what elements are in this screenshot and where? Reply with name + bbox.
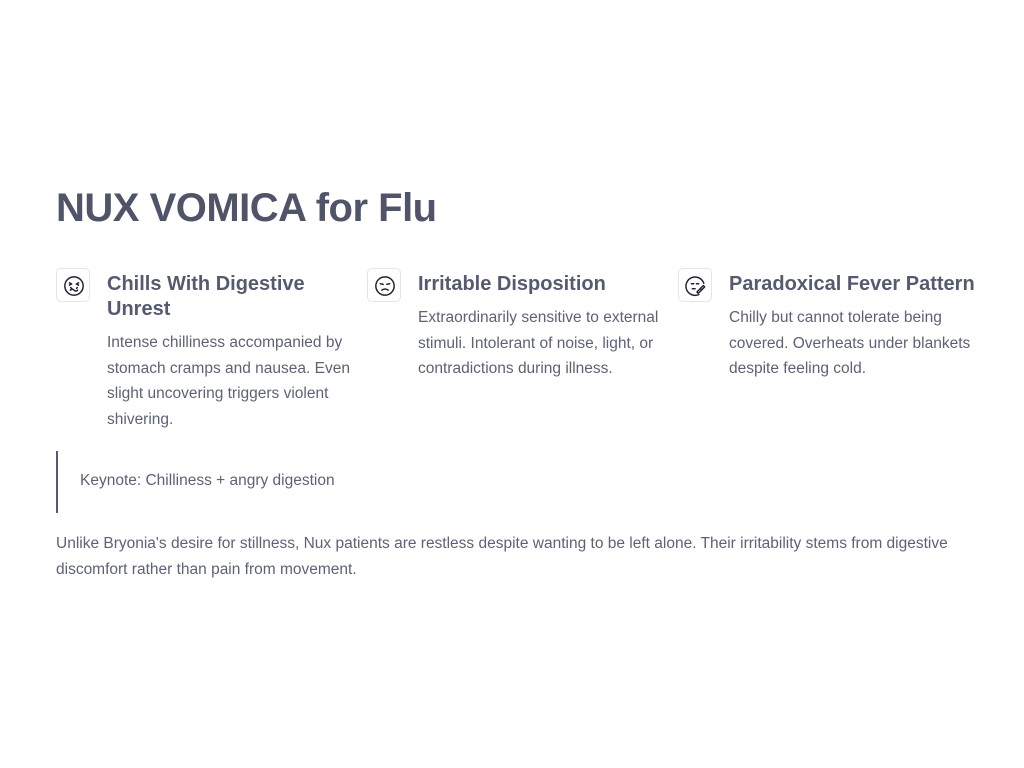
card-body [418,272,668,382]
card-body [107,272,357,432]
keynote-callout [56,451,658,513]
nauseated-face-icon [56,268,90,302]
card-body [729,272,979,382]
card-description: Extraordinarily sensitive to external stimuli. Intolerant of noise, light, or contradictions during illness. [418,309,659,377]
card-title: Paradoxical Fever Pattern [729,273,975,295]
page-title: NUX VOMICA for Flu [56,186,437,230]
card-title: Chills With Digestive Unrest [107,273,305,320]
annoyed-face-icon [367,268,401,302]
card-description: Chilly but cannot tolerate being covered. Overheats under blankets despite feeling cold. [729,309,971,377]
comparison-paragraph: Unlike Bryonia's desire for stillness, Nux patients are restless despite wanting to be left alone. Their irritability stems from digestive discomfort rather than pain from movement. [56,535,948,578]
card-title: Irritable Disposition [418,273,606,295]
symptom-cards [56,268,976,438]
keynote-text: Keynote: Chilliness + angry digestion [80,472,335,489]
feverish-face-icon [678,268,712,302]
slide [56,0,976,768]
card-description: Intense chilliness accompanied by stomach cramps and nausea. Even slight uncovering triggers violent shivering. [107,334,350,428]
